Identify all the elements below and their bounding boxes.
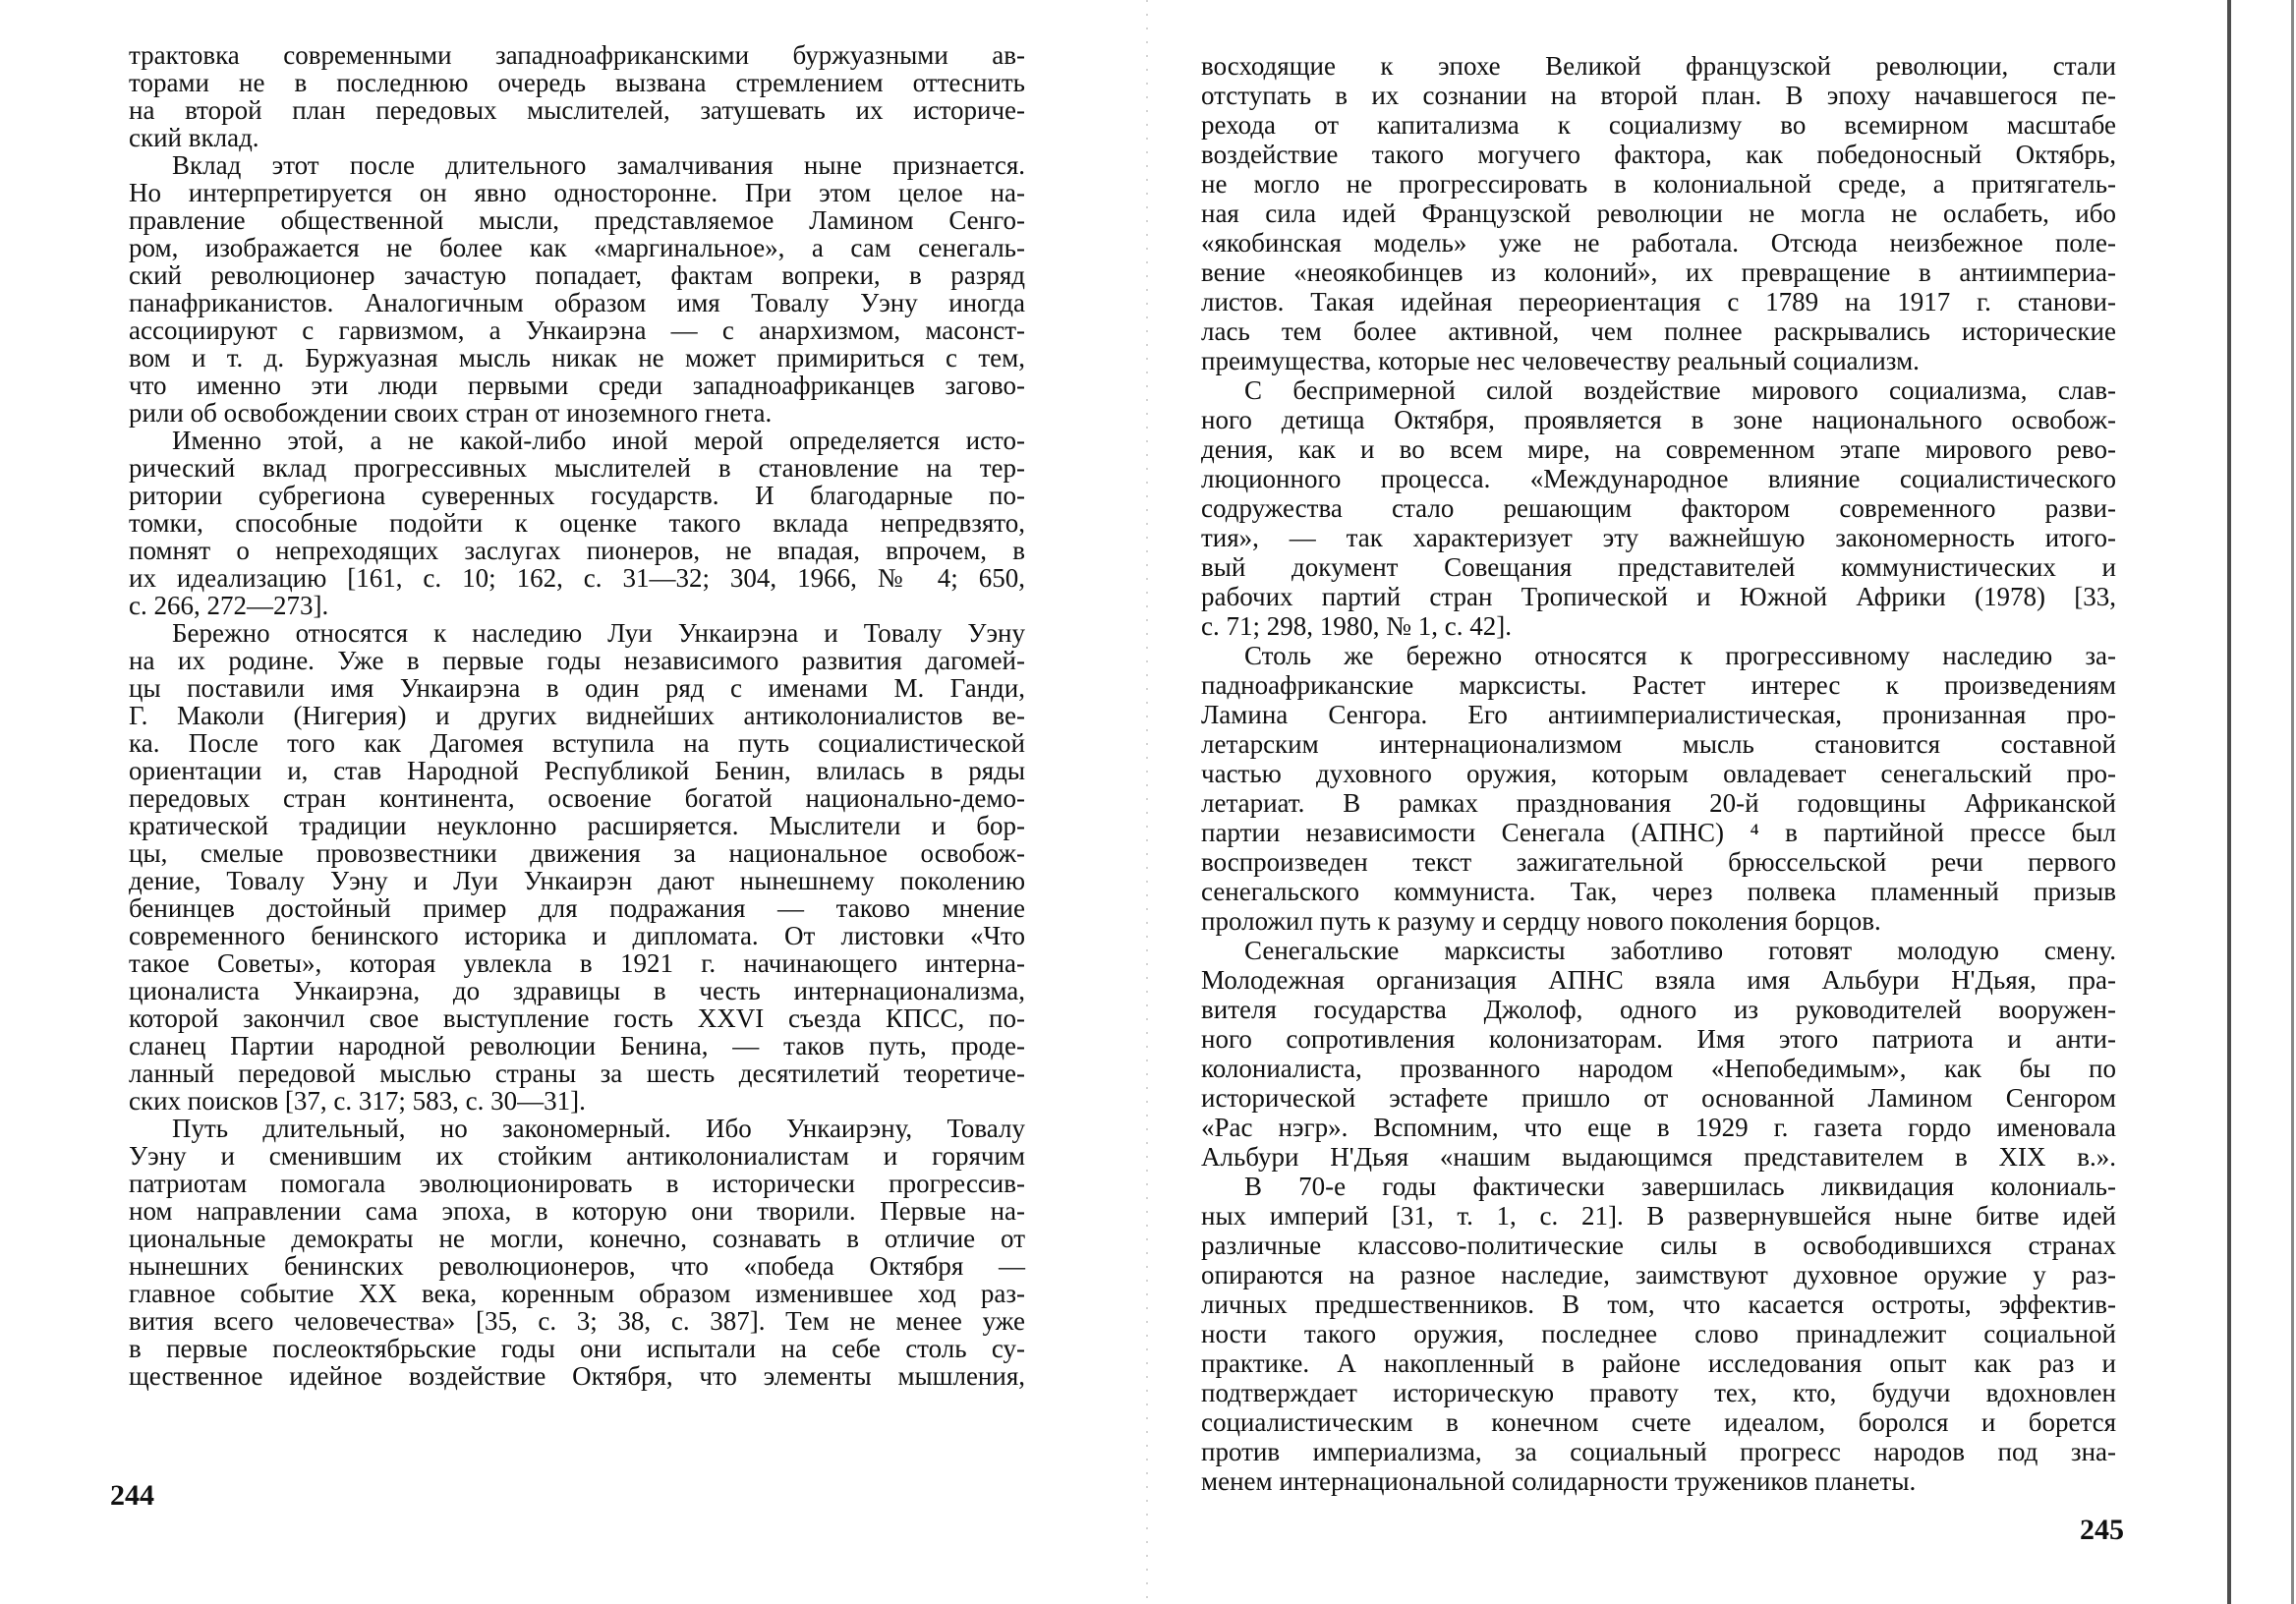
text-line: вития всего человечества» [35, с. 3; 38, с. 387]. Тем не менее уже (129, 1306, 1025, 1336)
text-line: в первые послеоктябрьские годы они испытали на себе столь су- (129, 1334, 1025, 1363)
text-line: на их родине. Уже в первые годы независимого развития дагомей- (129, 646, 1025, 675)
text-line: ских поисков [37, с. 317; 583, с. 30—31]. (129, 1086, 586, 1116)
text-line: «Рас нэгр». Вспомним, что еще в 1929 г. газета гордо именовала (1201, 1113, 2116, 1142)
text-line: главное событие XX века, коренным образом изменившее ход раз- (129, 1279, 1025, 1308)
text-line: колониалиста, прозванного народом «Непобедимым», как бы по (1201, 1054, 2116, 1083)
text-line: современного бенинского историка и дипломата. От листовки «Что (129, 921, 1025, 950)
text-line: восходящие к эпохе Великой французской революции, стали (1201, 51, 2116, 81)
text-line: ром, изображается не более как «маргинальное», а сам сенегаль- (129, 233, 1025, 262)
text-line: панафриканистов. Аналогичным образом имя Товалу Уэну иногда (129, 288, 1025, 317)
text-line: Бережно относятся к наследию Луи Ункаирэна и Товалу Уэну (172, 618, 1025, 648)
text-line: различные классово-политические силы в освободившихся странах (1201, 1231, 2116, 1260)
text-line: ного сопротивления колонизаторам. Имя этого патриота и анти- (1201, 1024, 2116, 1054)
text-line: ности такого оружия, последнее слово принадлежит социальной (1201, 1319, 2116, 1348)
text-line: ассоциируют с гарвизмом, а Ункаирэна — с анархизмом, масонст- (129, 315, 1025, 345)
text-line: передовых стран континента, освоение богатой национально-демо- (129, 783, 1025, 813)
text-line: преимущества, которые нес человечеству реальный социализм. (1201, 346, 1920, 375)
text-line: ланный передовой мыслью страны за шесть десятилетий теоретиче- (129, 1059, 1025, 1088)
right-page-text-column (1201, 51, 2116, 1496)
text-line: правление общественной мысли, представляемое Ламином Сенго- (129, 205, 1025, 235)
text-line: «якобинская модель» уже не работала. Отсюда неизбежное поле- (1201, 228, 2116, 258)
text-line: ка. После того как Дагомея вступила на путь социалистической (129, 728, 1025, 758)
text-line: томки, способные подойти к оценке такого вклада непредвзято, (129, 508, 1025, 538)
text-line: сланец Партии народной революции Бенина, — таков путь, проде- (129, 1031, 1025, 1060)
text-line: отступать в их сознании на второй план. В эпоху начавшегося пе- (1201, 81, 2116, 110)
right-page (1148, 0, 2296, 1604)
text-line: Сенегальские марксисты заботливо готовят молодую смену. (1244, 936, 2116, 965)
text-line: на второй план передовых мыслителей, затушевать их историче- (129, 95, 1025, 125)
text-line: тия», — так характеризует эту важнейшую закономерность итого- (1201, 523, 2116, 552)
text-line: Г. Маколи (Нигерия) и других виднейших антиколониалистов ве- (129, 701, 1025, 730)
text-line: исторической эстафете пришло от основанной Ламином Сенгором (1201, 1083, 2116, 1113)
text-line: воздействие такого могучего фактора, как победоносный Октябрь, (1201, 140, 2116, 169)
text-line: падноафриканские марксисты. Растет интерес к произведениям (1201, 670, 2116, 700)
text-line: такое Советы», которая увлекла в 1921 г. начинающего интерна- (129, 948, 1025, 978)
text-line: рабочих партий стран Тропической и Южной Африки (1978) [33, (1201, 582, 2116, 611)
text-line: патриотам помогала эволюционировать в исторически прогрессив- (129, 1169, 1025, 1198)
text-line: цы, смелые провозвестники движения за национальное освобож- (129, 838, 1025, 868)
text-line: ритории субрегиона суверенных государств. И благодарные по- (129, 481, 1025, 510)
text-line: цы поставили имя Ункаирэна в один ряд с именами М. Ганди, (129, 673, 1025, 703)
text-line: практике. А накопленный в районе исследования опыт как раз и (1201, 1348, 2116, 1378)
text-line: циональные демократы не могли, конечно, сознавать в отличие от (129, 1224, 1025, 1253)
text-line: Вклад этот после длительного замалчивания ныне признается. (172, 150, 1025, 180)
text-line: трактовка современными западноафриканскими буржуазными ав- (129, 40, 1025, 70)
text-line: летарским интернационализмом мысль становится составной (1201, 729, 2116, 759)
text-line: с. 266, 272—273]. (129, 591, 329, 620)
text-line: Столь же бережно относятся к прогрессивному наследию за- (1244, 641, 2116, 670)
text-line: что именно эти люди первыми среди западноафриканцев загово- (129, 371, 1025, 400)
text-line: помнят о непреходящих заслугах пионеров, не впадая, впрочем, в (129, 536, 1025, 565)
text-line: В 70-е годы фактически завершилась ликвидация колониаль- (1244, 1172, 2116, 1201)
text-line: ориентации и, став Народной Республикой Бенин, влилась в ряды (129, 756, 1025, 785)
text-line: сенегальского коммуниста. Так, через полвека пламенный призыв (1201, 877, 2116, 906)
text-line: Ламина Сенгора. Его антиимпериалистическая, пронизанная про- (1201, 700, 2116, 729)
text-line: дение, Товалу Уэну и Луи Ункаирэн дают нынешнему поколению (129, 866, 1025, 895)
text-line: рехода от капитализма к социализму во всемирном масштабе (1201, 110, 2116, 140)
text-line: торами не в последнюю очередь вызвана стремлением оттеснить (129, 68, 1025, 97)
text-line: подтверждает историческую правоту тех, кто, будучи вдохновлен (1201, 1378, 2116, 1407)
text-line: вение «неоякобинцев из колоний», их превращение в антиимпериа- (1201, 258, 2116, 287)
text-line: с. 71; 298, 1980, № 1, с. 42]. (1201, 611, 1512, 641)
text-line: ная сила идей Французской революции не могла не ослабеть, ибо (1201, 199, 2116, 228)
text-line: листов. Такая идейная переориентация с 1789 на 1917 г. станови- (1201, 287, 2116, 316)
text-line: бенинцев достойный пример для подражания — таково мнение (129, 893, 1025, 923)
text-line: вом и т. д. Буржуазная мысль никак не может примириться с тем, (129, 343, 1025, 372)
text-line: содружества стало решающим фактором современного разви- (1201, 493, 2116, 523)
text-line: опираются на разное наследие, заимствуют духовное оружие у раз- (1201, 1260, 2116, 1289)
text-line: Альбури Н'Дьяя «нашим выдающимся представителем в XIX в.». (1201, 1142, 2116, 1172)
text-line: ного детища Октября, проявляется в зоне национального освобож- (1201, 405, 2116, 434)
text-line: Уэну и сменившим их стойким антиколониалистам и горячим (129, 1141, 1025, 1171)
text-line: партии независимости Сенегала (АПНС) ⁴ в партийной прессе был (1201, 818, 2116, 847)
text-line: которой закончил свое выступление гость XXVI съезда КПСС, по- (129, 1003, 1025, 1033)
text-line: Но интерпретируется он явно односторонне. При этом целое на- (129, 178, 1025, 207)
text-line: вителя государства Джолоф, одного из руководителей вооружен- (1201, 995, 2116, 1024)
scan-edge-border (2291, 0, 2294, 1604)
text-line: Молодежная организация АПНС взяла имя Альбури Н'Дьяя, пра- (1201, 965, 2116, 995)
text-line: воспроизведен текст зажигательной брюссельской речи первого (1201, 847, 2116, 877)
scan-edge-shadow (2227, 0, 2231, 1604)
text-line: нынешних бенинских революционеров, что «победа Октября — (129, 1251, 1025, 1281)
text-line: частью духовного оружия, которым овладевает сенегальский про- (1201, 759, 2116, 788)
text-line: личных предшественников. В том, что касается остроты, эффектив- (1201, 1289, 2116, 1319)
text-line: социалистическим в конечном счете идеалом, боролся и борется (1201, 1407, 2116, 1437)
text-line: менем интернациональной солидарности тружеников планеты. (1201, 1466, 1917, 1496)
text-line: не могло не прогрессировать в колониальной среде, а притягатель- (1201, 169, 2116, 199)
text-line: Именно этой, а не какой-либо иной мерой определяется исто- (172, 426, 1025, 455)
text-line: ном направлении сама эпоха, в которую они творили. Первые на- (129, 1196, 1025, 1226)
text-line: их идеализацию [161, с. 10; 162, с. 31—32; 304, 1966, № 4; 650, (129, 563, 1025, 593)
text-line: люционного процесса. «Международное влияние социалистического (1201, 464, 2116, 493)
text-line: Путь длительный, но закономерный. Ибо Ункаирэну, Товалу (172, 1114, 1025, 1143)
text-line: кратической традиции неуклонно расширяется. Мыслители и бор- (129, 811, 1025, 840)
text-line: проложил путь к разуму и сердцу нового поколения борцов. (1201, 906, 1881, 936)
text-line: ский революционер зачастую попадает, фактам вопреки, в разряд (129, 260, 1025, 290)
page-number-left: 244 (110, 1479, 154, 1512)
left-page-text-column (129, 41, 1025, 1390)
text-line: щественное идейное воздействие Октября, что элементы мышления, (129, 1361, 1025, 1391)
text-line: С беспримерной силой воздействие мирового социализма, слав- (1244, 375, 2116, 405)
page-number-right: 245 (2080, 1514, 2124, 1546)
text-line: рили об освобождении своих стран от иноземного гнета. (129, 398, 773, 428)
text-line: ционалиста Ункаирэна, до здравицы в честь интернационализма, (129, 976, 1025, 1005)
text-line: ский вклад. (129, 123, 259, 152)
text-line: рический вклад прогрессивных мыслителей в становление на тер- (129, 453, 1025, 483)
text-line: против империализма, за социальный прогресс народов под зна- (1201, 1437, 2116, 1466)
text-line: ных империй [31, т. 1, с. 21]. В развернувшейся ныне битве идей (1201, 1201, 2116, 1231)
text-line: вый документ Совещания представителей коммунистических и (1201, 552, 2116, 582)
text-line: лась тем более активной, чем полнее раскрывались исторические (1201, 316, 2116, 346)
text-line: летариат. В рамках празднования 20-й годовщины Африканской (1201, 788, 2116, 818)
text-line: дения, как и во всем мире, на современном этапе мирового рево- (1201, 434, 2116, 464)
